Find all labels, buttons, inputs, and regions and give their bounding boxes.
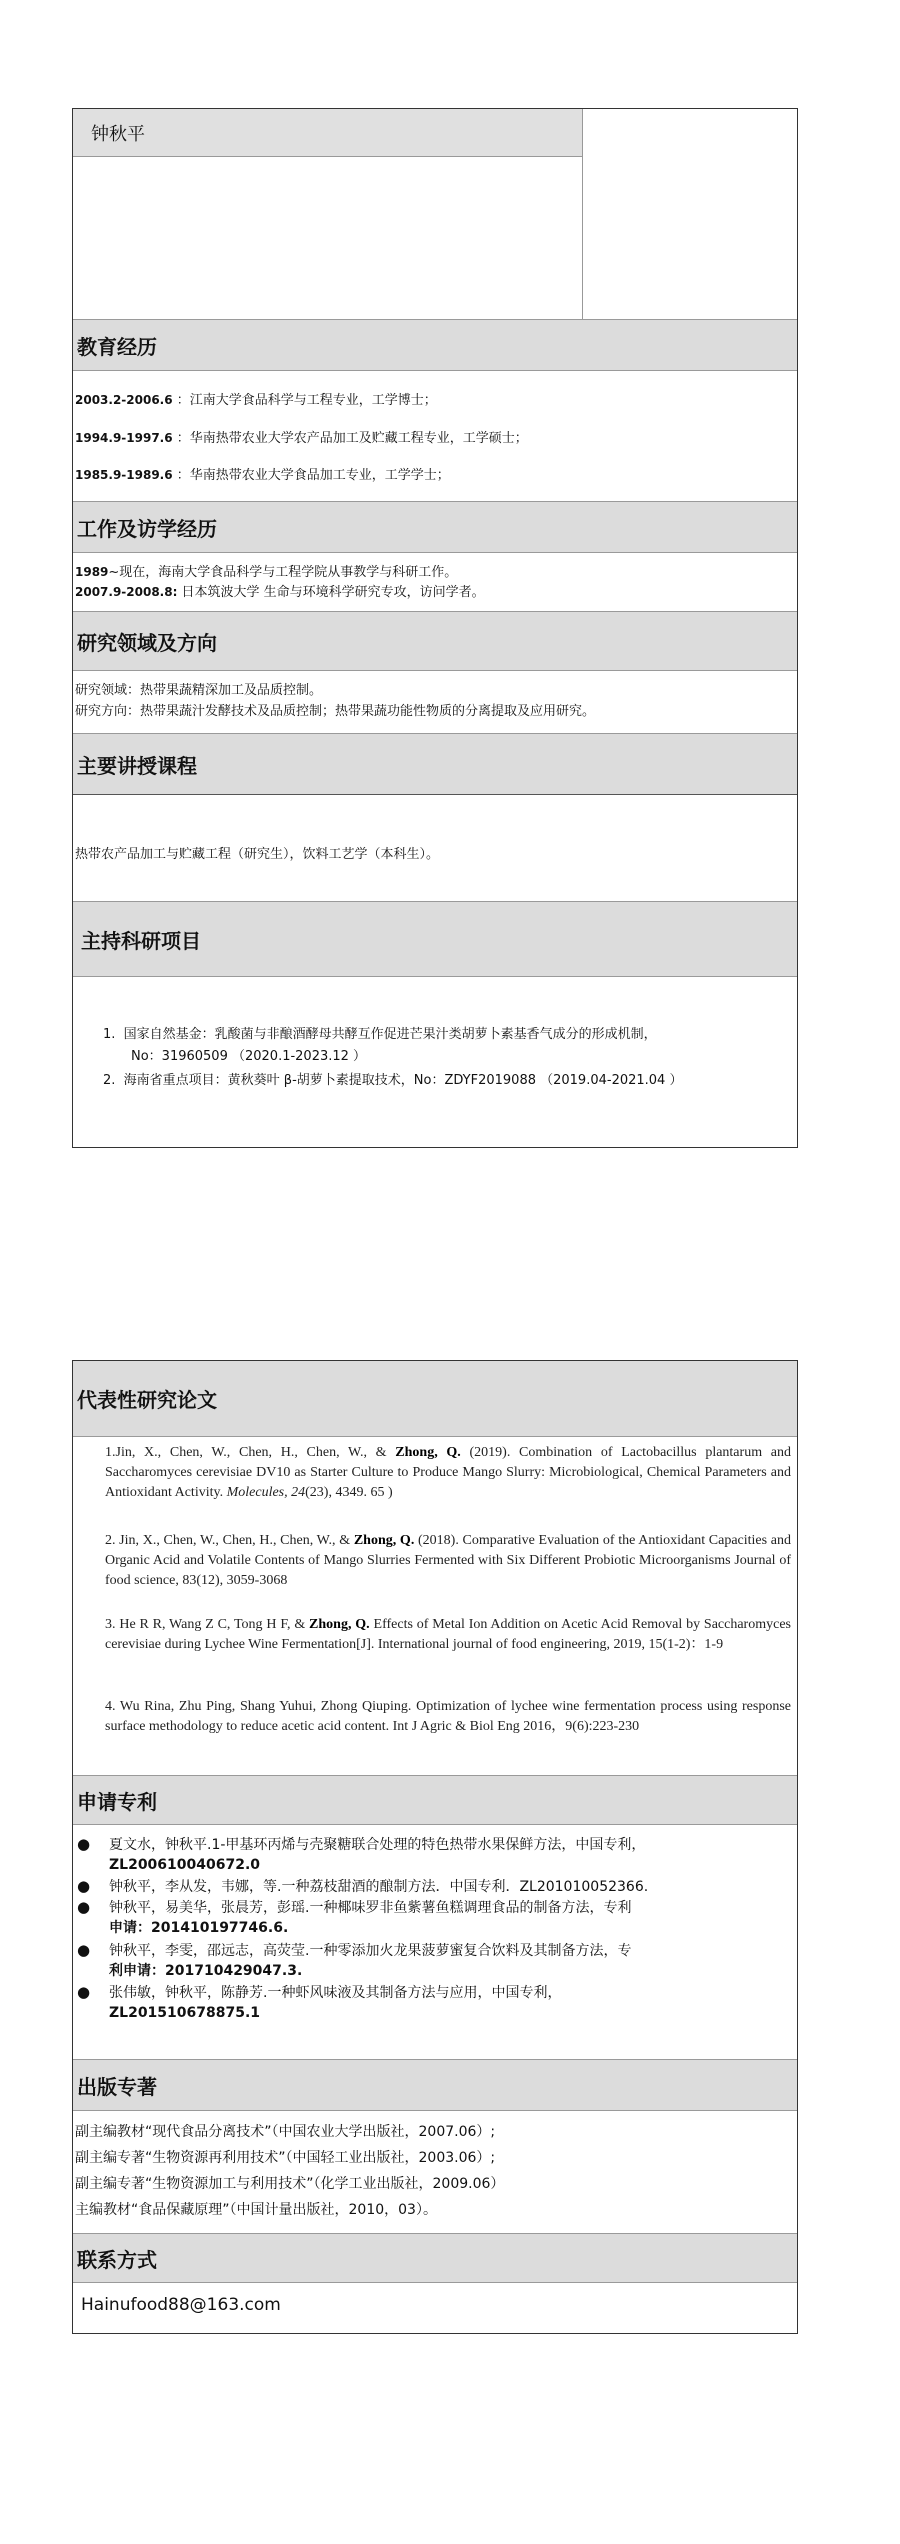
name-body <box>73 157 583 319</box>
education-item: 2003.2-2006.6 ：江南大学食品科学与工程专业，工学博士； <box>75 393 437 408</box>
patent-item: 钟秋平，易美华，张晨芳，彭瑶.一种椰味罗非鱼紫薯鱼糕调理食品的制备方法，专利 申请：201410197746.6. <box>109 1900 632 1936</box>
contact-email[interactable]: Hainufood88@163.com <box>81 2295 281 2315</box>
patent-item: 夏文水，钟秋平.1-甲基环丙烯与壳聚糖联合处理的特色热带水果保鲜方法，中国专利， ZL200610040672.0 <box>109 1837 646 1873</box>
contact-title: 联系方式 <box>73 2233 797 2283</box>
education-item: 1994.9-1997.6 ：华南热带农业大学农产品加工及贮藏工程专业，工学硕士； <box>75 431 528 446</box>
bullet-icon: ● <box>77 1877 91 1895</box>
research-title: 研究领域及方向 <box>73 611 797 671</box>
work-item: 2007.9-2008.8: 日本筑波大学 生命与环境科学研究专攻，访问学者。 <box>75 585 485 600</box>
books-title: 出版专著 <box>73 2059 797 2111</box>
name-header <box>73 109 583 157</box>
paper-item: 1.Jin, X., Chen, W., Chen, H., Chen, W., & Zhong, Q. (2019). Combination of Lactobacillus plantarum and Saccharomyces cerevisiae DV10 as Starter Culture to Produce Mango Slurry: Microbiological, Chemical Parameters and Antioxidant Activity. Molecules, 24(23), 4349. 65 ) <box>105 1445 791 1500</box>
education-item: 1985.9-1989.6 ：华南热带农业大学食品加工专业，工学学士； <box>75 468 450 483</box>
project-item: 2. 海南省重点项目：黄秋葵叶 β-胡萝卜素提取技术，No：ZDYF2019088 （2019.04-2021.04 ） <box>103 1073 683 1088</box>
book-item: 副主编教材“现代食品分离技术”（中国农业大学出版社，2007.06）; <box>75 2124 496 2140</box>
work-title: 工作及访学经历 <box>73 501 797 553</box>
patent-item: 钟秋平，李雯，邵远志，高荧莹.一种零添加火龙果菠萝蜜复合饮料及其制备方法，专 利申请：201710429047.3. <box>109 1943 632 1979</box>
book-item: 主编教材“食品保藏原理”（中国计量出版社，2010，03）。 <box>75 2202 437 2218</box>
paper-item: 4. Wu Rina, Zhu Ping, Shang Yuhui, Zhong Qiuping. Optimization of lychee wine fermentation process using response surface methodology to reduce acetic acid content. Int J Agric & Biol Eng 2016，9(6):223-230 <box>105 1699 791 1734</box>
book-item: 副主编专著“生物资源再利用技术”（中国轻工业出版社，2003.06）; <box>75 2150 496 2166</box>
photo-placeholder <box>583 109 796 319</box>
research-field: 研究领域：热带果蔬精深加工及品质控制。 <box>75 683 323 698</box>
work-item: 1989~现在，海南大学食品科学与工程学院从事教学与科研工作。 <box>75 565 458 580</box>
research-direction: 研究方向：热带果蔬汁发酵技术及品质控制；热带果蔬功能性物质的分离提取及应用研究。 <box>75 704 596 719</box>
profile-page-1 <box>72 108 798 1148</box>
bullet-icon: ● <box>77 1898 91 1916</box>
patents-title: 申请专利 <box>73 1775 797 1825</box>
profile-page-2 <box>72 1360 798 2334</box>
project-item: 1. 国家自然基金：乳酸菌与非酿酒酵母共酵互作促进芒果汁类胡萝卜素基香气成分的形成机制， <box>103 1027 657 1042</box>
courses-title: 主要讲授课程 <box>73 733 797 795</box>
book-item: 副主编专著“生物资源加工与利用技术”（化学工业出版社，2009.06） <box>75 2176 505 2192</box>
paper-item: 3. He R R, Wang Z C, Tong H F, & Zhong, Q. Effects of Metal Ion Addition on Acetic Acid Removal by Saccharomyces cerevisiae during Lychee Wine Fermentation[J]. International journal of food engineering, 2019, 15(1-2)：1-9 <box>105 1617 791 1652</box>
papers-title: 代表性研究论文 <box>73 1361 797 1437</box>
paper-item: 2. Jin, X., Chen, W., Chen, H., Chen, W., & Zhong, Q. (2018). Comparative Evaluation of the Antioxidant Capacities and Organic Acid and Volatile Contents of Mango Slurries Fermented with Six Different Probiotic Microorganisms Journal of food science, 83(12), 3059-3068 <box>105 1533 791 1588</box>
education-title: 教育经历 <box>73 319 797 371</box>
bullet-icon: ● <box>77 1941 91 1959</box>
project-item-cont: No：31960509 （2020.1-2023.12 ） <box>131 1049 367 1064</box>
patent-item: 钟秋平，李从发，韦娜，等.一种荔枝甜酒的酿制方法．中国专利．ZL201010052366. <box>109 1879 649 1895</box>
patent-item: 张伟敏，钟秋平，陈静芳.一种虾风味液及其制备方法与应用，中国专利， ZL201510678875.1 <box>109 1985 562 2021</box>
bullet-icon: ● <box>77 1983 91 2001</box>
bullet-icon: ● <box>77 1835 91 1853</box>
projects-title: 主持科研项目 <box>73 901 797 977</box>
courses-text: 热带农产品加工与贮藏工程（研究生），饮料工艺学（本科生）。 <box>75 847 440 862</box>
person-name: 钟秋平 <box>91 123 145 145</box>
